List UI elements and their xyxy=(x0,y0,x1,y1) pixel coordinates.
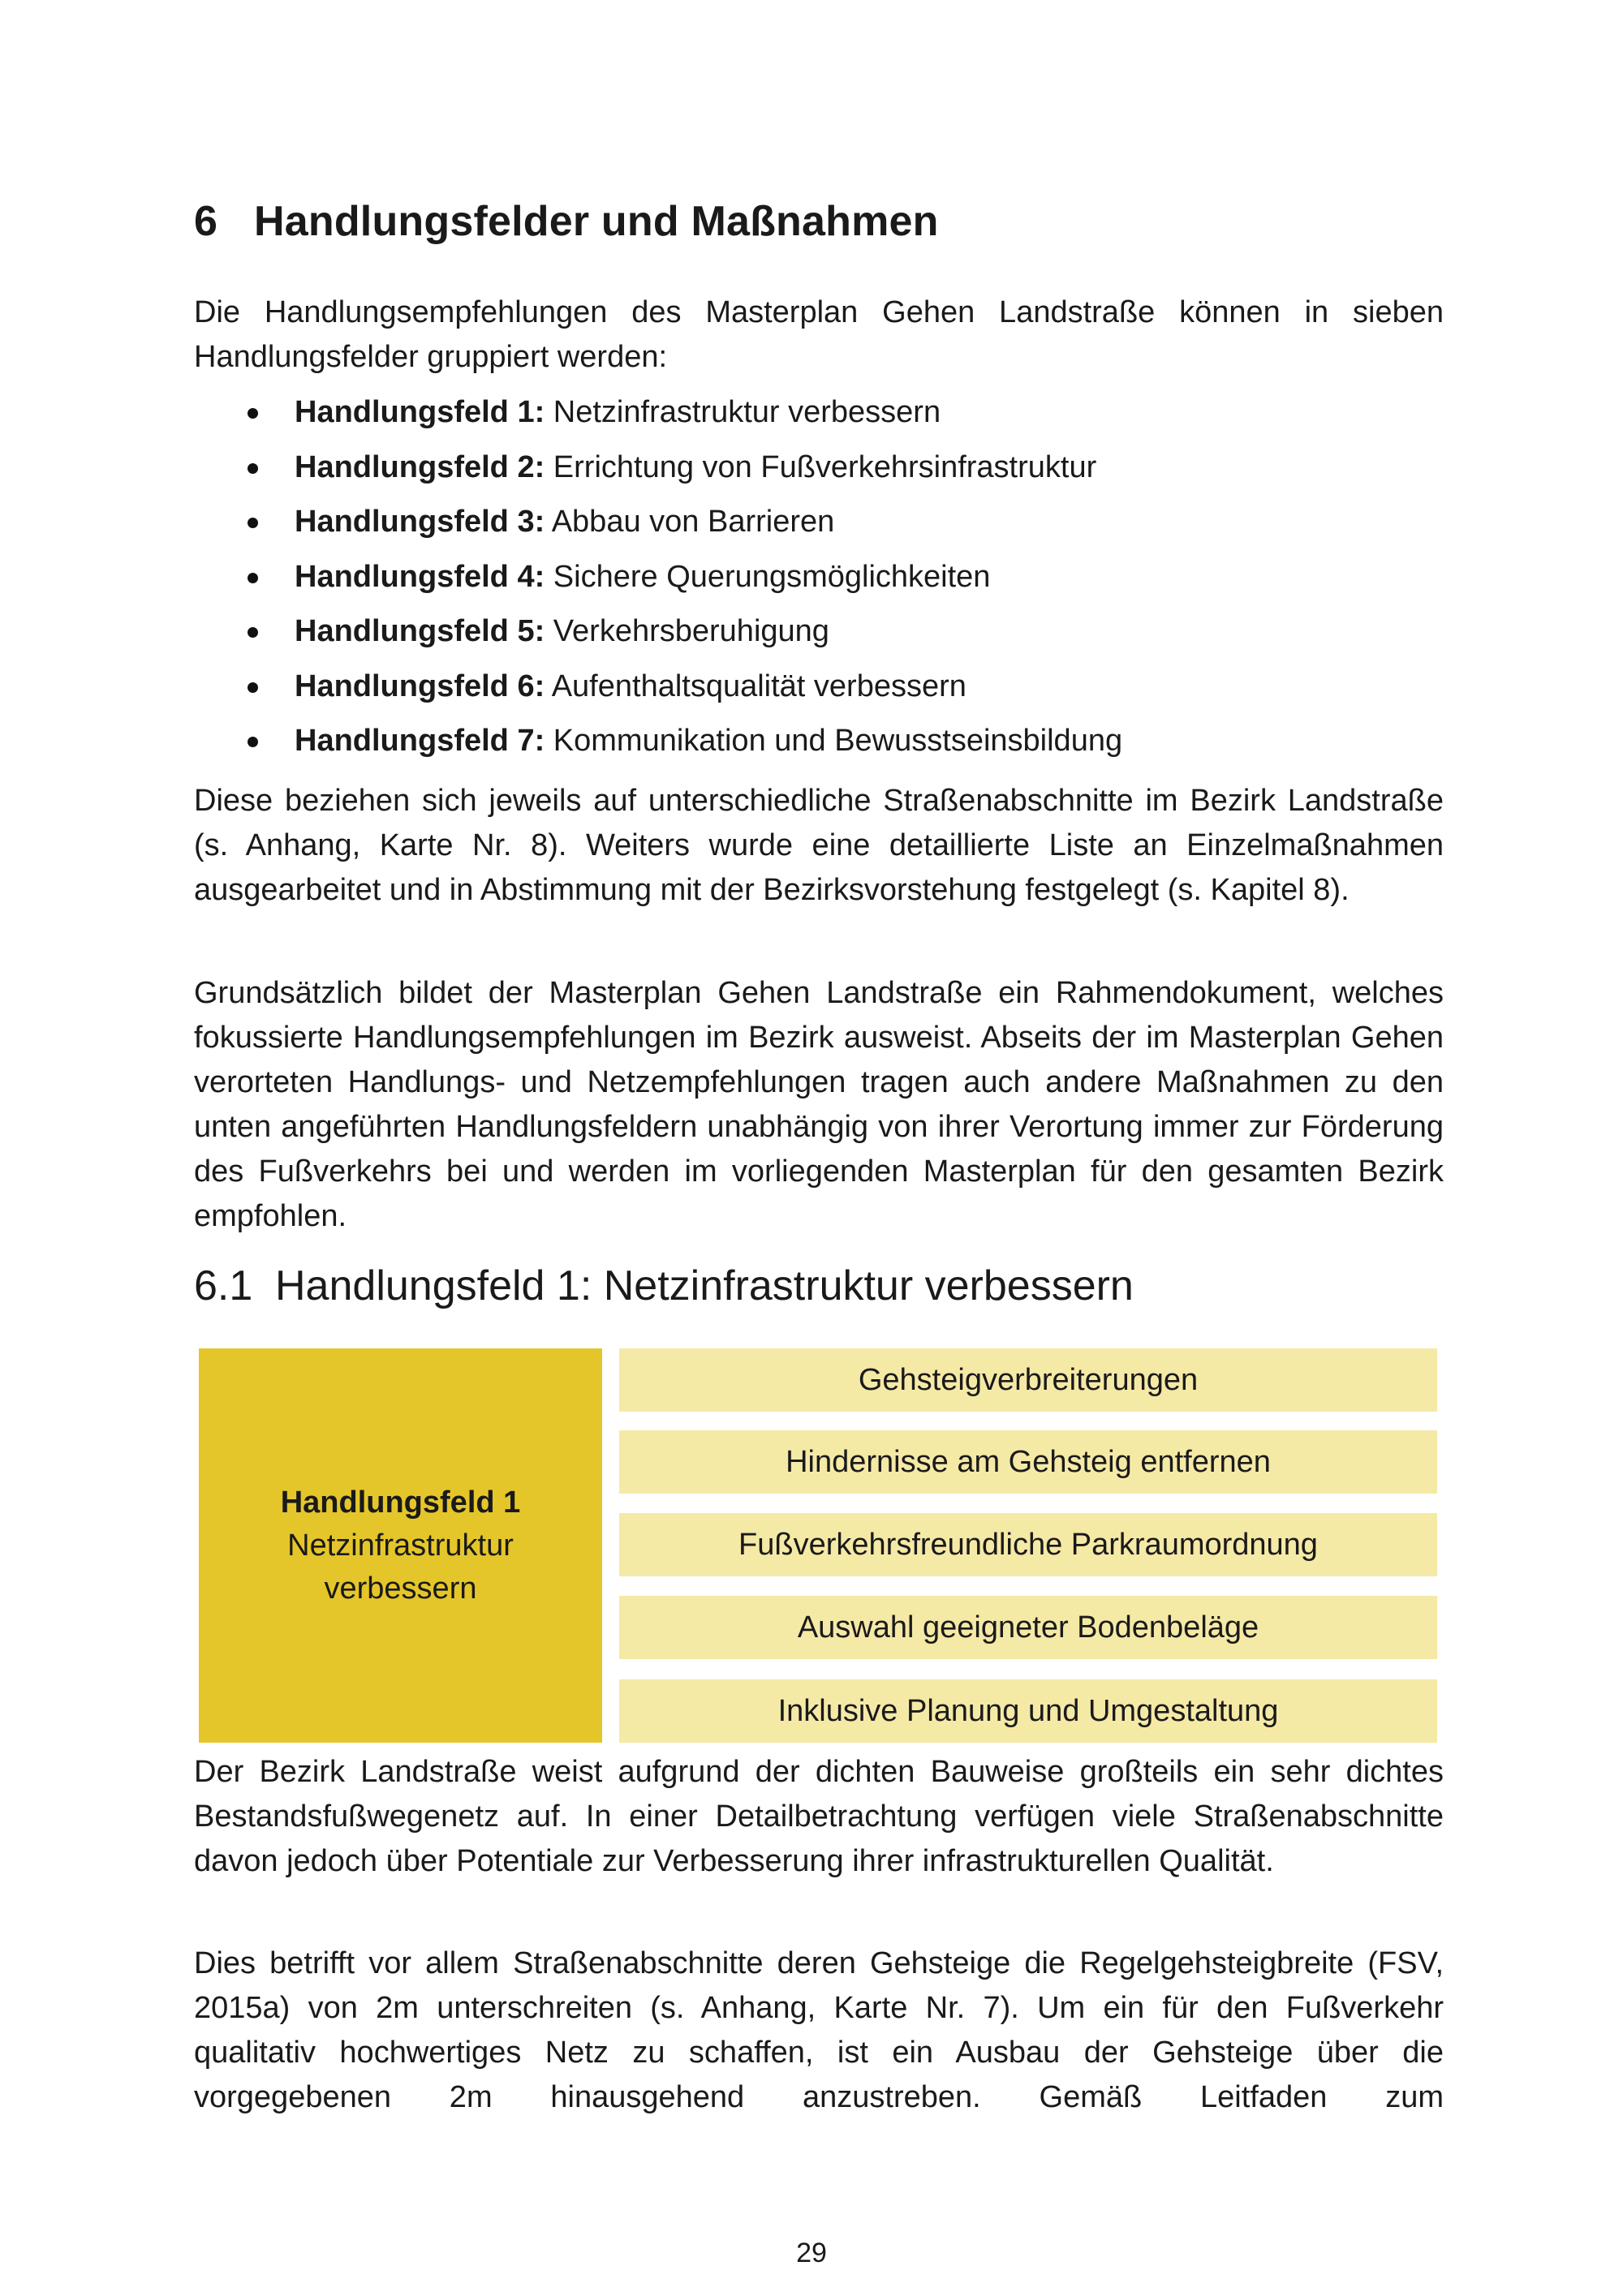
field-label: Handlungsfeld 3: xyxy=(295,505,545,539)
page-number: 29 xyxy=(796,2238,827,2268)
field-text: Errichtung von Fußverkehrsinfrastruktur xyxy=(553,449,1097,484)
field-text: Abbau von Barrieren xyxy=(551,505,835,539)
field-label: Handlungsfeld 4: xyxy=(295,559,545,594)
list-item xyxy=(194,714,1122,769)
bullet-icon xyxy=(248,463,258,474)
action-fields-list xyxy=(194,385,1122,769)
chapter-number: 6 xyxy=(194,198,218,245)
paragraph-framework: Grundsätzlich bildet der Masterplan Gehen Landstraße ein Rahmendokument, welches fokussierte Handlungsempfehlungen im Bezirk ausweist. Abseits der im Masterplan Gehen verorteten Handlungs- und Netzempfehlungen tragen auch andere Maßnahmen zu den unten angeführten Handlungsfeldern unabhängig von ihrer Verortung immer zur Förderung des Fußverkehrs bei und werden im vorliegenden Masterplan für den gesamten Bezirk empfohlen. xyxy=(194,976,1444,1233)
list-item xyxy=(194,550,1122,605)
measure-box: Fußverkehrsfreundliche Parkraumordnung xyxy=(619,1513,1437,1576)
bullet-icon xyxy=(248,518,258,528)
field-label: Handlungsfeld 7: xyxy=(295,724,545,758)
field-text: Netzinfrastruktur verbessern xyxy=(553,395,941,429)
field-label: Handlungsfeld 6: xyxy=(295,669,545,703)
section-number: 6.1 xyxy=(194,1262,253,1309)
paragraph-sidewalks: Dies betrifft vor allem Straßenabschnitte deren Gehsteige die Regelgehsteigbreite (FSV, 2015a) von 2m unterschreiten (s. Anhang, Karte Nr. 7). Um ein für den Fußverkehr qualitativ hochwertiges Netz zu schaffen, ist ein Ausbau der Gehsteige über die vorgegebenen 2m hinausgehend anzustreben. Gemäß Leitfaden zum xyxy=(194,1946,1444,2114)
field-text: Kommunikation und Bewusstseinsbildung xyxy=(553,724,1123,758)
diagram-main-line: Netzinfrastruktur xyxy=(287,1528,514,1563)
bullet-icon xyxy=(248,408,258,419)
measure-box: Inklusive Planung und Umgestaltung xyxy=(619,1679,1437,1743)
list-item xyxy=(194,441,1122,496)
paragraph-network: Der Bezirk Landstraße weist aufgrund der dichten Bauweise großteils ein sehr dichtes Bestandsfußwegenetz auf. In einer Detailbetrachtung verfügen viele Straßenabschnitte davon jedoch über Potentiale zur Verbesserung ihrer infrastrukturellen Qualität. xyxy=(194,1755,1444,1878)
action-field-diagram xyxy=(199,1348,1449,1743)
list-item xyxy=(194,660,1122,715)
field-text: Aufenthaltsqualität verbessern xyxy=(551,669,966,703)
paragraph-sections: Diese beziehen sich jeweils auf unterschiedliche Straßenabschnitte im Bezirk Landstraße (s. Anhang, Karte Nr. 8). Weiters wurde eine detaillierte Liste an Einzelmaßnahmen ausgearbeitet und in Abstimmung mit der Bezirksvorstehung festgelegt (s. Kapitel 8). xyxy=(194,784,1444,907)
section-heading xyxy=(194,1262,1134,1310)
bullet-icon xyxy=(248,737,258,747)
diagram-main-title: Handlungsfeld 1 xyxy=(280,1485,521,1520)
diagram-main-line: verbessern xyxy=(324,1571,477,1606)
field-label: Handlungsfeld 2: xyxy=(295,449,545,484)
chapter-title: Handlungsfelder und Maßnahmen xyxy=(254,198,939,245)
list-item xyxy=(194,495,1122,550)
field-text: Verkehrsberuhigung xyxy=(553,614,829,648)
field-label: Handlungsfeld 5: xyxy=(295,614,545,648)
field-text: Sichere Querungsmöglichkeiten xyxy=(553,559,991,594)
measure-box: Gehsteigverbreiterungen xyxy=(619,1348,1437,1412)
bullet-icon xyxy=(248,627,258,638)
diagram-main-box xyxy=(199,1348,602,1743)
field-label: Handlungsfeld 1: xyxy=(295,395,545,429)
measure-box: Auswahl geeigneter Bodenbeläge xyxy=(619,1596,1437,1659)
bullet-icon xyxy=(248,573,258,583)
chapter-heading xyxy=(194,197,939,246)
list-item xyxy=(194,385,1122,441)
list-item xyxy=(194,604,1122,660)
section-title: Handlungsfeld 1: Netzinfrastruktur verbessern xyxy=(275,1262,1134,1309)
measure-box: Hindernisse am Gehsteig entfernen xyxy=(619,1430,1437,1494)
intro-paragraph: Die Handlungsempfehlungen des Masterplan Gehen Landstraße können in sieben Handlungsfelder gruppiert werden: xyxy=(194,295,1444,374)
bullet-icon xyxy=(248,682,258,693)
